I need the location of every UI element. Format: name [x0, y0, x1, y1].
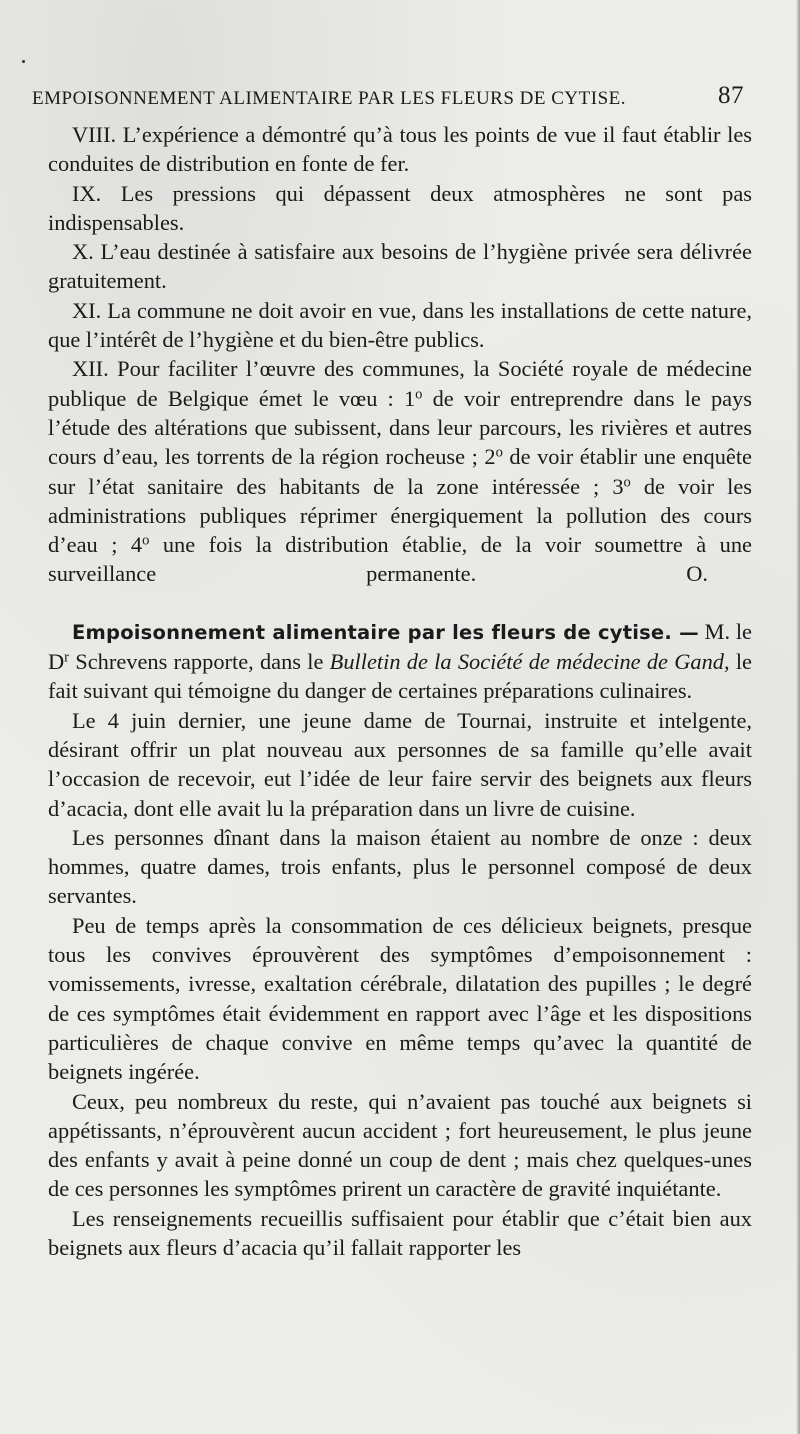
intro-text-1: M. le D	[48, 618, 752, 675]
paragraph-guests: Les personnes dînant dans la maison étaient au nombre de onze : deux hommes, quatre dames, trois enfants, plus le personnel composé de deux servantes.	[48, 824, 752, 909]
author-signature: O.	[686, 561, 708, 587]
intro-text-3: le fait suivant qui témoigne du danger de certaines préparations culinaires.	[48, 649, 752, 704]
paragraph-tournai: Le 4 juin dernier, une jeune dame de Tournai, instruite et intelgente, désirant offrir un plat nouveau aux personnes de sa famille qu’elle avait l’occasion de recevoir, eut l’idée de leur faire servir des beignets aux fleurs d’acacia, dont elle avait lu la préparation dans un livre de cuisine.	[48, 707, 752, 821]
section-title: Empoisonnement alimentaire par les fleurs de cytise. —	[72, 620, 699, 644]
journal-title: Bulletin de la Société de médecine de Gand,	[329, 649, 730, 675]
ordinal-superscript: o	[415, 386, 423, 403]
paragraph-symptoms: Peu de temps après la consommation de ces délicieux beignets, presque tous les convives éprouvèrent des symptômes d’empoisonnement : vomissements, ivresse, exaltation cérébrale, dilatation des pupilles ; le degré de ces symptômes était évidemment en rapport avec l’âge et les dispositions particulières de chaque convive en même temps qu’avec la quantité de beignets ingérée.	[48, 912, 752, 1085]
intro-text-2: Schrevens rapporte, dans le	[69, 649, 330, 675]
paragraph-xii-text-1: XII. Pour faciliter l’œuvre des communes, la Société royale de médecine publique de Belgique émet le vœu : 1	[48, 356, 752, 411]
ordinal-superscript: o	[142, 532, 150, 549]
ink-speck	[22, 60, 25, 63]
running-header	[32, 82, 744, 116]
paragraph-xii-text-4: de voir les administrations publiques réprimer énergiquement la pollution des cours d’eau ; 4	[48, 473, 752, 558]
section-spacer	[48, 589, 752, 617]
paragraph-viii: VIII. L’expérience a démontré qu’à tous les points de vue il faut établir les conduites de distribution en fonte de fer.	[48, 122, 752, 177]
page-edge-shadow	[796, 0, 800, 1434]
page-number: 87	[718, 82, 744, 109]
paragraph-conclusion: Les renseignements recueillis suffisaient pour établir que c’était bien aux beignets aux fleurs d’acacia qu’il fallait rapporter les	[48, 1205, 752, 1260]
page-text	[48, 120, 752, 1262]
paragraph-xii-text-5: une fois la distribution établie, de la voir soumettre à une surveillance permanente.	[48, 532, 752, 587]
paragraph-ix: IX. Les pressions qui dépassent deux atmosphères ne sont pas indispensables.	[48, 180, 752, 235]
paragraph-x: X. L’eau destinée à satisfaire aux besoins de l’hygiène privée sera délivrée gratuitement.	[48, 239, 752, 294]
section-paragraph-intro	[48, 617, 752, 706]
paragraph-spared: Ceux, peu nombreux du reste, qui n’avaient pas touché aux beignets si appétissants, n’éprouvèrent aucun accident ; fort heureusement, le plus jeune des enfants y avait à peine donné un coup de dent ; mais chez quelques-unes de ces personnes les symptômes prirent un caractère de gravité inquiétante.	[48, 1088, 752, 1202]
paragraph-xi: XI. La commune ne doit avoir en vue, dans les installations de cette nature, que l’intérêt de l’hygiène et du bien-être publics.	[48, 297, 752, 353]
ordinal-superscript: o	[495, 445, 503, 461]
running-title: EMPOISONNEMENT ALIMENTAIRE PAR LES FLEURS DE CYTISE.	[32, 88, 626, 109]
ordinal-superscript: o	[623, 474, 631, 491]
doctor-abbrev-superscript: r	[64, 649, 70, 666]
paragraph-xii-text-2: de voir entreprendre dans le pays l’étude des altérations que subissent, dans leur parcours, les rivières et autres cours d’eau, les torrents de la région rocheuse ; 2	[48, 385, 752, 470]
paragraph-xii	[48, 354, 752, 588]
paragraph-xii-text-3: de voir établir une enquête sur l’état sanitaire des habitants de la zone intéressée ; 3	[48, 444, 752, 499]
